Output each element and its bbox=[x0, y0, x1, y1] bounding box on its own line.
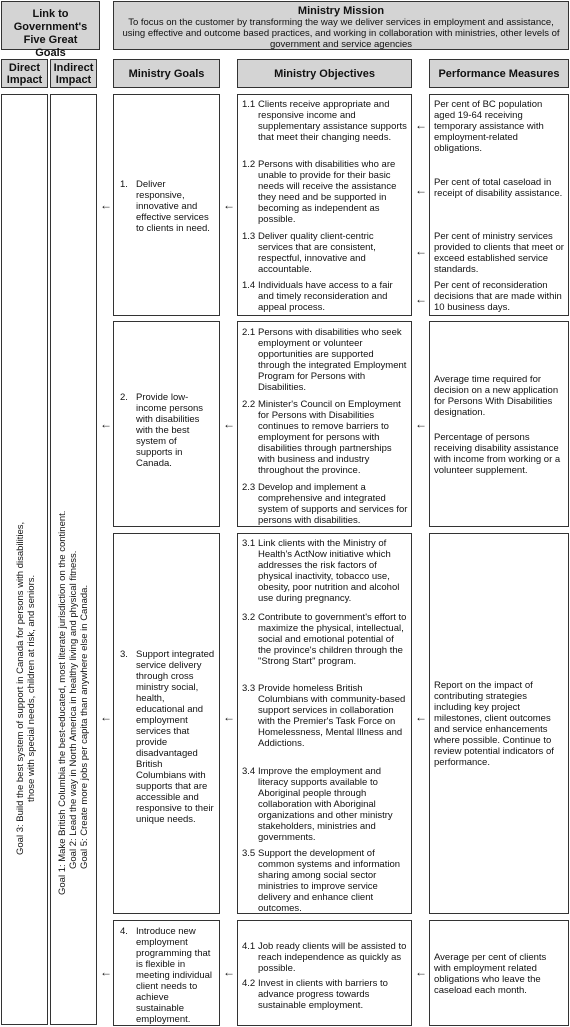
objective-text: Minister's Council on Employment for Persons with Disabilities continues to remove barriers to employment for persons with disabilities through partnerships with business and industry throughout the province. bbox=[258, 399, 401, 476]
objective-number: 3.5 bbox=[242, 848, 256, 859]
arrow-left-icon: ← bbox=[415, 118, 427, 132]
indirect-goal-5: Goal 5: Create more jobs per capita than anywhere else in Canada. bbox=[79, 584, 90, 869]
objective-text: Contribute to government's effort to maximize the physical, intellectual, social and emotional potential of the province's children through the "Strong Start" program. bbox=[258, 612, 407, 667]
objective-number: 2.2 bbox=[242, 399, 256, 410]
arrow-left-icon: ← bbox=[415, 244, 427, 258]
objective-number: 2.1 bbox=[242, 327, 256, 338]
mission-header bbox=[113, 1, 569, 50]
arrow-left-icon: ← bbox=[223, 965, 235, 979]
arrow-left-icon: ← bbox=[415, 710, 427, 724]
objective-number: 1.1 bbox=[242, 99, 256, 110]
arrow-left-icon: ← bbox=[415, 965, 427, 979]
goal-text: Introduce new employment programming that is flexible in meeting individual client needs to achieve sustainable employment. bbox=[136, 926, 213, 1025]
link-goals-title: Link to Government's Five Great Goals bbox=[13, 8, 88, 59]
direct-impact-header bbox=[1, 59, 48, 88]
direct-impact-column bbox=[1, 94, 48, 1025]
arrow-left-icon: ← bbox=[100, 198, 112, 212]
measure-1-2: Per cent of total caseload in receipt of disability assistance. bbox=[434, 177, 563, 199]
objective-number: 3.4 bbox=[242, 766, 256, 777]
objective-text: Persons with disabilities who seek employment or volunteer opportunities are supported through the integrated Employment Program for Persons with Disabilities. bbox=[258, 327, 407, 393]
indirect-goal-1: Goal 1: Make British Columbia the best-educated, most literate jurisdiction on the continent. bbox=[57, 510, 68, 895]
objective-text: Invest in clients with barriers to advance progress towards sustainable employment. bbox=[258, 978, 388, 1011]
arrow-left-icon: ← bbox=[223, 710, 235, 724]
objective-text: Job ready clients will be assisted to reach independence as quickly as possible. bbox=[258, 941, 407, 974]
objective-number: 3.2 bbox=[242, 612, 256, 623]
arrow-left-icon: ← bbox=[223, 417, 235, 431]
link-goals-header bbox=[1, 1, 100, 59]
objective-number: 1.3 bbox=[242, 231, 256, 242]
objective-number: 1.2 bbox=[242, 159, 256, 170]
direct-impact-line-1: Goal 3: Build the best system of support in Canada for persons with disabilities, bbox=[15, 521, 26, 855]
measure-4-1: Average per cent of clients with employment related obligations who leave the caseload each month. bbox=[434, 952, 547, 996]
objective-text: Improve the employment and literacy supports available to Aboriginal people through collaboration with Aboriginal organizations and other ministry stakeholders, ministries and governments. bbox=[258, 766, 393, 843]
arrow-left-icon: ← bbox=[100, 417, 112, 431]
goal-text: Provide low-income persons with disabilities with the best system of supports in Canada. bbox=[136, 392, 204, 469]
objective-text: Provide homeless British Columbians with community-based support services in collaboration with the Premier's Task Force on Homelessness, Mental Illness and Addictions. bbox=[258, 683, 406, 749]
objectives-box-2 bbox=[237, 321, 412, 527]
ministry-goals-header bbox=[113, 59, 220, 88]
arrow-left-icon: ← bbox=[415, 183, 427, 197]
goal-box-1 bbox=[113, 94, 220, 316]
indirect-impact-label: Indirect Impact bbox=[53, 62, 94, 86]
direct-impact-goal-3 bbox=[15, 522, 37, 855]
measures-box-1 bbox=[429, 94, 569, 316]
goal-text: Deliver responsive, innovative and effective services to clients in need. bbox=[136, 179, 210, 234]
indirect-goal-2: Goal 2: Lead the way in North America in healthy living and physical fitness. bbox=[68, 550, 79, 869]
measure-1-1: Per cent of BC population aged 19-64 receiving temporary assistance with employment-related obligations. bbox=[434, 99, 544, 154]
measures-box-4 bbox=[429, 920, 569, 1026]
goal-box-3 bbox=[113, 533, 220, 914]
objectives-box-1 bbox=[237, 94, 412, 316]
measure-1-3: Per cent of ministry services provided to clients that meet or exceed established service standards. bbox=[434, 231, 564, 275]
measure-1-4: Per cent of reconsideration decisions that are made within 10 business days. bbox=[434, 280, 562, 313]
performance-measures-label: Performance Measures bbox=[438, 68, 560, 80]
objective-text: Individuals have access to a fair and timely reconsideration and appeal process. bbox=[258, 280, 393, 313]
objective-number: 4.1 bbox=[242, 941, 256, 952]
direct-impact-label: Direct Impact bbox=[6, 62, 43, 86]
arrow-left-icon: ← bbox=[415, 417, 427, 431]
goal-number: 3. bbox=[120, 649, 128, 660]
objective-number: 2.3 bbox=[242, 482, 256, 493]
mission-text: To focus on the customer by transforming the way we deliver services in employment and assistance, using effective and outcome based practices, and working in collaboration with ministries, other levels of government and service agencies bbox=[122, 17, 560, 50]
objective-number: 3.3 bbox=[242, 683, 256, 694]
objective-text: Develop and implement a comprehensive and integrated system of supports and services for persons with disabilities. bbox=[258, 482, 408, 526]
objective-text: Support the development of common systems and information sharing among social sector ministries to improve service delivery and enhance client outcomes. bbox=[258, 848, 401, 914]
indirect-impact-column bbox=[50, 94, 97, 1025]
objective-number: 3.1 bbox=[242, 538, 256, 549]
measure-2-1: Average time required for decision on a new application for Persons With Disabilities designation. bbox=[434, 374, 559, 418]
direct-impact-line-2: those with special needs, children at risk, and seniors. bbox=[26, 574, 37, 802]
objective-text: Persons with disabilities who are unable to provide for their basic needs will receive the assistance they need and be supported in becoming as independent as possible. bbox=[258, 159, 397, 225]
objective-number: 1.4 bbox=[242, 280, 256, 291]
indirect-impact-header bbox=[50, 59, 97, 88]
objectives-box-3 bbox=[237, 533, 412, 914]
ministry-objectives-header bbox=[237, 59, 412, 88]
objective-text: Clients receive appropriate and responsive income and supplementary assistance supports that meet their changing needs. bbox=[258, 99, 407, 143]
goal-text: Support integrated service delivery through cross ministry social, health, educational and employment services that provide disadvantaged British Columbians with supports that are accessible and responsive to their unique needs. bbox=[136, 649, 215, 825]
ministry-objectives-label: Ministry Objectives bbox=[274, 68, 375, 80]
objective-text: Deliver quality client-centric services that are consistent, respectful, innovative and accountable. bbox=[258, 231, 376, 275]
goal-number: 2. bbox=[120, 392, 128, 403]
measures-box-2 bbox=[429, 321, 569, 527]
goal-number: 1. bbox=[120, 179, 128, 190]
goal-box-2 bbox=[113, 321, 220, 527]
performance-measures-header bbox=[429, 59, 569, 88]
objective-text: Link clients with the Ministry of Health's ActNow initiative which addresses the risk factors of physical inactivity, tobacco use, obesity, poor nutrition and alcohol use during pregnancy. bbox=[258, 538, 400, 604]
measures-box-3 bbox=[429, 533, 569, 914]
arrow-left-icon: ← bbox=[100, 710, 112, 724]
objective-number: 4.2 bbox=[242, 978, 256, 989]
objectives-box-4 bbox=[237, 920, 412, 1026]
goal-number: 4. bbox=[120, 926, 128, 937]
ministry-goals-label: Ministry Goals bbox=[128, 68, 205, 80]
indirect-impact-goals bbox=[57, 511, 90, 895]
arrow-left-icon: ← bbox=[415, 292, 427, 306]
arrow-left-icon: ← bbox=[100, 965, 112, 979]
goal-box-4 bbox=[113, 920, 220, 1026]
measure-3-1: Report on the impact of contributing strategies including key project milestones, client outcomes and service enhancements where possible. Continue to review potential indicators of performance. bbox=[434, 680, 554, 768]
arrow-left-icon: ← bbox=[223, 198, 235, 212]
mission-title: Ministry Mission bbox=[297, 5, 385, 17]
measure-2-2: Percentage of persons receiving disability assistance with income from working or a volunteer supplement. bbox=[434, 432, 561, 476]
